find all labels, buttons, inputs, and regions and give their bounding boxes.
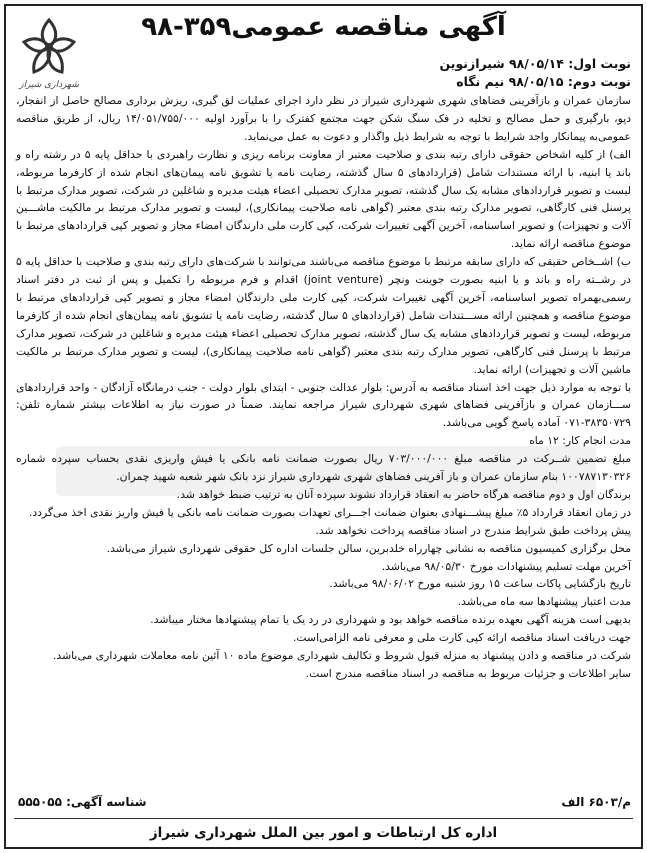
deadline-line: آخرین مهلت تسلیم پیشنهادات مورخ ۹۸/۰۵/۳۰ می‌باشد. (381, 559, 631, 573)
guarantee-paragraph: مبلغ تضمین شــرکت در مناقصه مبلغ ۷۰۳/۰۰۰/۰۰۰ ریال بصورت ضمانت نامه بانکی یا فیش واریزی نقدی بحساب سپرده شماره ۱۰۰۷۸۷۱۳۰۳۲۶ بنام سازمان عمران و باز آفرینی فضاهای شهری شهرداری شیراز نزد بانک شهر شعبه شهید چمران. (16, 452, 631, 484)
intro-paragraph: سازمان عمران و بازآفرینی فضاهای شهری شهرداری شیراز در نظر دارد اجرای عملیات لق گیری، ریزش برداری مصالح حاصل از انفجار، دپو، بارگیری و حمل مصالح و تخلیه در فک سنگ شکن جهت مجتمع کفترک را با برآورد اولیه ۱۴/۰۵۱/۷۵۵/۰۰۰ ریال، از طریق مناقصه عمومی‌به پیمانکار واجد شرایط با توجه به شرایط ذیل واگذار و دعوت به عمل می‌نماید. (16, 94, 632, 143)
clause-b: ب) اشــخاص حقیقی که دارای سابقه مرتبط با موضوع مناقصه می‌باشند می‌توانند با شرکت‌های دارای رتبه بندی و صلاحیت با حداقل پایه ۵ در رشــته راه و باند و یا ابنیه بصورت جوینت ونچر (joint venture) اقدام و فرم مربوطه را تکمیل و پس از ثبت در دفتر اسناد رسمی‌بهمراه تصویر اساسنامه، آخرین آگهی تغییرات شرکت، کپی کارت ملی دارندگان امضاء مجاز و تصویر کپی قراردادهای مرتبط با موضوع مناقصه و همچنین ارائه مســـتندات شامل (قراردادهای ۵ سال گذشته، رضایت نامه یا تشویق نامه پیمان‌های انجام شده از کارفرما مربوطه، لیست و تصویر قراردادهای مشابه یک سال گذشته، تصویر مدارک تحصیلی اعضاء هیئت مدیره و شاغلین در شرکت، تصویر مدارک مرتبط با پرسنل فنی کارگاهی، تصویر مدارک رتبه بندی معتبر (گواهی نامه صلاحیت پیمانکاری)، لیست و تصویر مدارک مرتبط بر مالکیت ماشین آلات و تجهیزات) ارائه نماید. (16, 255, 631, 376)
forfeit-line: برندگان اول و دوم مناقصه هرگاه حاضر به انعقاد قرارداد نشوند سپرده آنان به ترتیب ضبط خواهد شد. (176, 487, 631, 501)
address-paragraph: با توجه به موارد ذیل جهت اخذ اسناد مناقصه به آدرس: بلوار عدالت جنوبی - ابتدای بلوار دولت - جنب درمانگاه آزادگان - واحد قراردادهای ســـازمان عمران و بازآفرینی فضاهای شهری شهرداری شیراز مراجعه نمایند. ضمناً در صورت نیاز به اطلاعات بیشتر شماره تلفن: ۳۸۳۵۰۷۲۹-۰۷۱ آماده پاسخ گویی می‌باشد. (16, 380, 631, 430)
issuing-office: اداره کل ارتباطات و امور بین الملل شهرداری شیراز (149, 825, 498, 841)
first-publication: نوبت اول: ۹۸/۰۵/۱۴ شیرازنوین (439, 56, 631, 71)
duration-line: مدت انجام کار: ۱۲ ماه (529, 434, 631, 448)
ad-cost-line: بدیهی است هزینه آگهی بعهده برنده مناقصه خواهد بود و شهرداری در رد یک یا تمام پیشنهادها مختار میباشد. (150, 613, 631, 627)
prepayment-line: پیش پرداخت طبق شرایط مندرج در اسناد مناقصه پرداخت نخواهد شد. (315, 523, 631, 537)
opening-line: تاریخ بازگشایی پاکات ساعت ۱۵ روز شنبه مورخ ۹۸/۰۶/۰۲ می‌باشد. (329, 577, 631, 591)
documents-line: جهت دریافت اسناد مناقصه ارائه کپی کارت ملی و معرفی نامه الزامی‌است. (293, 631, 631, 645)
performance-line: در زمان انعقاد قرارداد ۵٪ مبلغ پیشـــنهادی بعنوان ضمانت اجـــرای تعهدات بصورت ضمانت نامه بانکی یا فیش واریز نقدی اخذ می‌گردد. (28, 505, 631, 519)
footer-divider (14, 818, 633, 819)
tender-notice (4, 4, 643, 849)
ad-id: شناسه آگهی: ۵۵۵۰۵۵ (18, 795, 147, 809)
notice-title: آگهی مناقصه عمومی۳۵۹-۹۸ (141, 12, 506, 42)
clause-a: الف) از کلیه اشخاص حقوقی دارای رتبه بندی و صلاحیت معتبر از معاونت برنامه ریزی و نظارت راهبردی با حداقل پایه ۵ در رشته راه و باند یا ابنیه، با ارائه مستندات شامل (قراردادهای ۵ سال گذشته، رضایت نامه یا تشویق نامه پیمان‌های انجام شده از کارفرما مربوطه، لیست و تصویر قراردادهای مشابه یک سال گذشته، تصویر مدارک تحصیلی اعضاء هیئت مدیره و شاغلین در شرکت، تصویر مدارک مرتبط با پرسنل فنی کارگاهی، تصویر مدارک رتبه بندی معتبر (گواهی نامه صلاحیت پیمانکاری)، لیست و تصویر مدارک مرتبط بر مالکیت ماشـــین آلات و تجهیزات) و تصویر اساسنامه، آخرین آگهی تغییرات شرکت، کپی کارت ملی دارندگان امضاء مجاز و تصویر کپی قراردادهای مرتبط با موضوع مناقصه ارائه نماید. (16, 147, 631, 251)
other-info-line: سایر اطلاعات و جزئیات مربوط به مناقصه در اسناد مناقصه مندرج است. (305, 667, 631, 680)
validity-line: مدت اعتبار پیشنهادها سه ماه می‌باشد. (457, 595, 631, 609)
notice-body (16, 92, 631, 781)
acceptance-line: شرکت در مناقصه و دادن پیشنهاد به منزله قبول شروط و تکالیف شهرداری موضوع ماده ۱۰ آئین نامه معاملات شهرداری می‌باشد. (53, 649, 631, 663)
footer-code: م/۶۵۰۳ الف (561, 795, 631, 809)
venue-line: محل برگزاری کمیسیون مناقصه به نشانی چهارراه خلدبرین، سالن جلسات اداره کل حقوقی شهرداری شیراز می‌باشد. (106, 541, 631, 555)
second-publication: نوبت دوم: ۹۸/۰۵/۱۵ نیم نگاه (456, 74, 631, 89)
logo-caption: شهرداری شیراز (19, 80, 79, 90)
